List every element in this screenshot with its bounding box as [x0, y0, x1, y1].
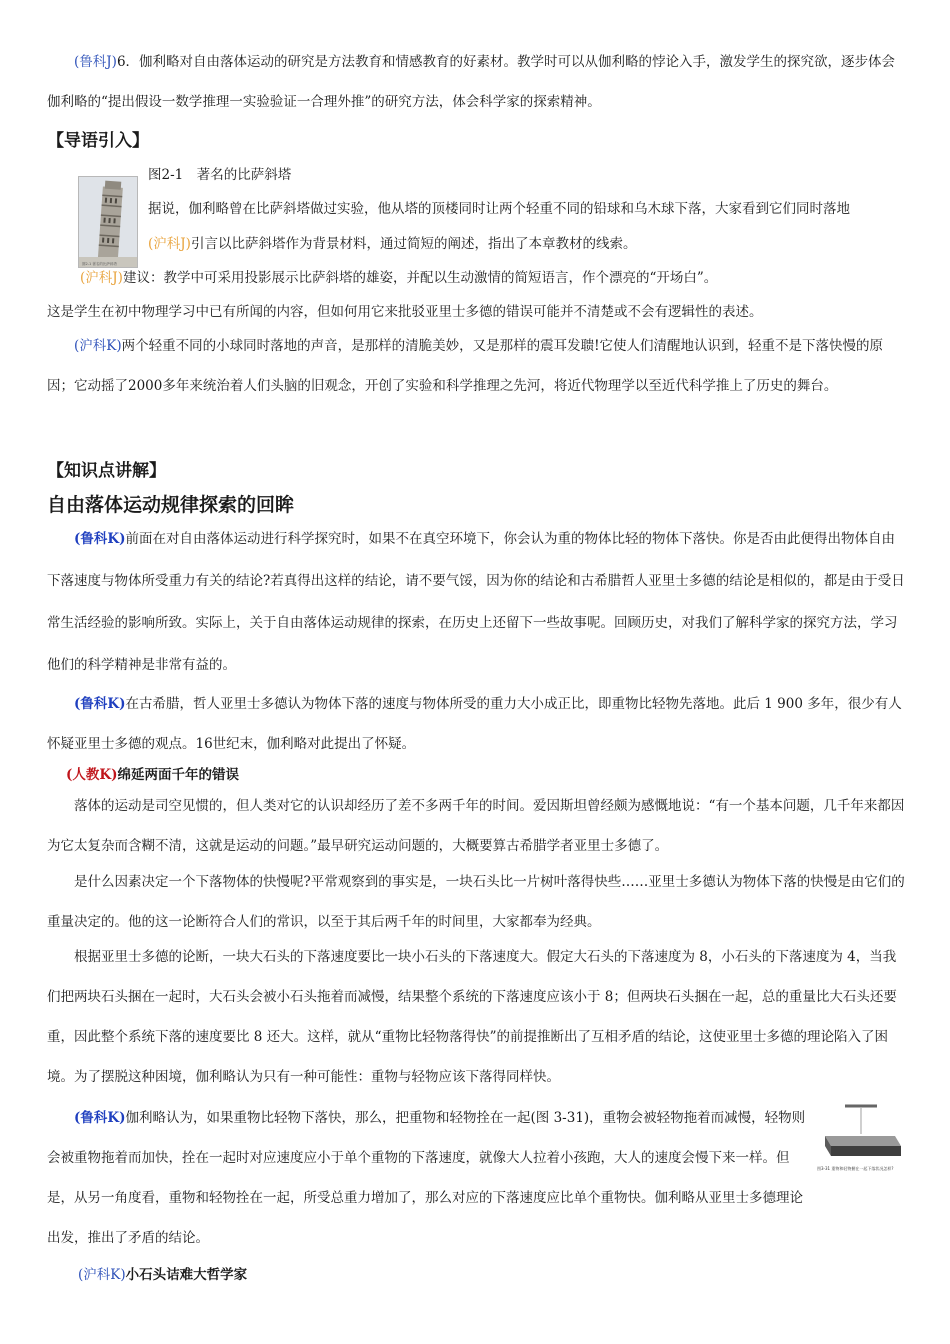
figure-caption-book: 图3-31 重物和轻物捆在一起下落状况怎样?: [817, 1166, 894, 1171]
heading-intro: 【导语引入】: [47, 131, 149, 151]
paragraph-stone-argument: 根据亚里士多德的论断，一块大石头的下落速度要比一块小石头的下落速度大。假定大石头的下落速度为 8，小石头的下落速度为 4，当我们把两块石头捆在一起时，大石头会被小石头拖着而减慢，结果整个系统的下落速度应该小于 8；但两块石头捆在一起，总的重量比大石头还要重，因此整个系统下落的速度要比 8 还大。这样，就从“重物比轻物落得快”的前提推断出了互相矛盾的结论，这使亚里士多德的理论陷入了困境。为了摆脱这种困境，伽利略认为只有一种可能性：重物与轻物应该下落得同样快。: [47, 949, 897, 1085]
paragraph-galileo-reasoning: (鲁科K)伽利略认为，如果重物比轻物下落快，那么，把重物和轻物拴在一起(图 3-31)，重物会被轻物拖着而减慢，轻物则会被重物拖着而加快，拴在一起时对应速度应小于单个重物的下落速度，就像大人拉着小孩跑，大人的速度会慢下来一样。但是，从另一角度看，重物和轻物拴在一起，所受总重力增加了，那么对应的下落速度应比单个重物快。伽利略从亚里士多德理论出发，推出了矛盾的结论。: [47, 1110, 806, 1246]
paragraph-pisa-story: 据说，伽利略曾在比萨斜塔做过实验，他从塔的顶楼同时让两个轻重不同的铅球和乌木球下落，大家看到它们同时落地: [148, 201, 850, 217]
paragraph-ancient-greece: (鲁科K)在古希腊，哲人亚里士多德认为物体下落的速度与物体所受的重力大小成正比，即重物比轻物先落地。此后 1 900 多年，很少有人怀疑亚里士多德的观点。16世纪末，伽利略对此提出了怀疑。: [47, 696, 902, 752]
heading-knowledge: 【知识点讲解】: [47, 461, 166, 481]
source-tag: (鲁科K): [74, 531, 126, 547]
source-tag: (沪科K): [78, 1267, 126, 1283]
subheading-small-stone: (沪科K)小石头诘难大哲学家: [78, 1267, 248, 1283]
source-tag: (人教K): [66, 767, 118, 783]
source-tag: (沪科J): [80, 270, 123, 286]
paragraph-two-balls: (沪科K)两个轻重不同的小球同时落地的声音，是那样的清脆美妙，又是那样的震耳发聩!它使人们清醒地认识到，轻重不是下落快慢的原因；它动摇了2000多年来统治着人们头脑的旧观念，开创了实验和科学推理之先河，将近代物理学以至近代科学推上了历史的舞台。: [47, 338, 884, 394]
pisa-tower-image: [78, 176, 138, 268]
tied-objects-figure: [815, 1100, 907, 1180]
subheading-thousand-year-error: (人教K)绵延两面千年的错误: [66, 767, 240, 783]
paragraph-intro-clue: (沪科J)引言以比萨斜塔作为背景材料，通过简短的阐述，指出了本章教材的线索。: [148, 236, 637, 252]
paragraph-scientific-inquiry: (鲁科K)前面在对自由落体运动进行科学探究时，如果不在真空环境下，你会认为重的物体比轻的物体下落快。你是否由此便得出物体自由下落速度与物体所受重力有关的结论?若真得出这样的结论，请不要气馁，因为你的结论和古希腊哲人亚里士多德的结论是相似的，都是由于受日常生活经验的影响所致。实际上，关于自由落体运动规律的探索，在历史上还留下一些故事呢。回顾历史，对我们了解科学家的探究方法，学习他们的科学精神是非常有益的。: [47, 531, 905, 673]
section-title: 自由落体运动规律探索的回眸: [47, 494, 295, 516]
tower-tiny-caption: 图2-1 著名的比萨斜塔: [82, 262, 117, 266]
paragraph-junior-physics: 这是学生在初中物理学习中已有所闻的内容，但如何用它来批驳亚里士多德的错误可能并不清楚或不会有逻辑性的表述。: [47, 304, 763, 320]
paragraph-method-education: (鲁科J)6．伽利略对自由落体运动的研究是方法教育和情感教育的好素材。教学时可以从伽利略的悖论入手，激发学生的探究欲，逐步体会伽利略的“提出假设一数学推理一实验验证一合理外推”的研究方法，体会科学家的探索精神。: [47, 54, 896, 110]
source-tag: (沪科K): [74, 338, 122, 354]
paragraph-einstein-quote: 落体的运动是司空见惯的，但人类对它的认识却经历了差不多两千年的时间。爱因斯坦曾经颇为感慨地说：“有一个基本问题，几千年来都因为它太复杂而含糊不清，这就是运动的问题。”最早研究运动问题的，大概要算古希腊学者亚里士多德了。: [47, 798, 905, 854]
paragraph-falling-speed: 是什么因素决定一个下落物体的快慢呢?平常观察到的事实是，一块石头比一片树叶落得快些……亚里士多德认为物体下落的快慢是由它们的重量决定的。他的这一论断符合人们的常识，以至于其后两千年的时间里，大家都奉为经典。: [47, 874, 905, 930]
source-tag: (鲁科K): [74, 1110, 126, 1126]
source-tag: (鲁科K): [74, 696, 126, 712]
paragraph-suggestion: (沪科J)建议：教学中可采用投影展示比萨斜塔的雄姿，并配以生动激情的简短语言，作个漂亮的“开场白”。: [80, 270, 718, 286]
figure-caption: 图2-1 著名的比萨斜塔: [148, 167, 292, 183]
source-tag: (鲁科J): [74, 54, 117, 70]
source-tag: (沪科J): [148, 236, 191, 252]
